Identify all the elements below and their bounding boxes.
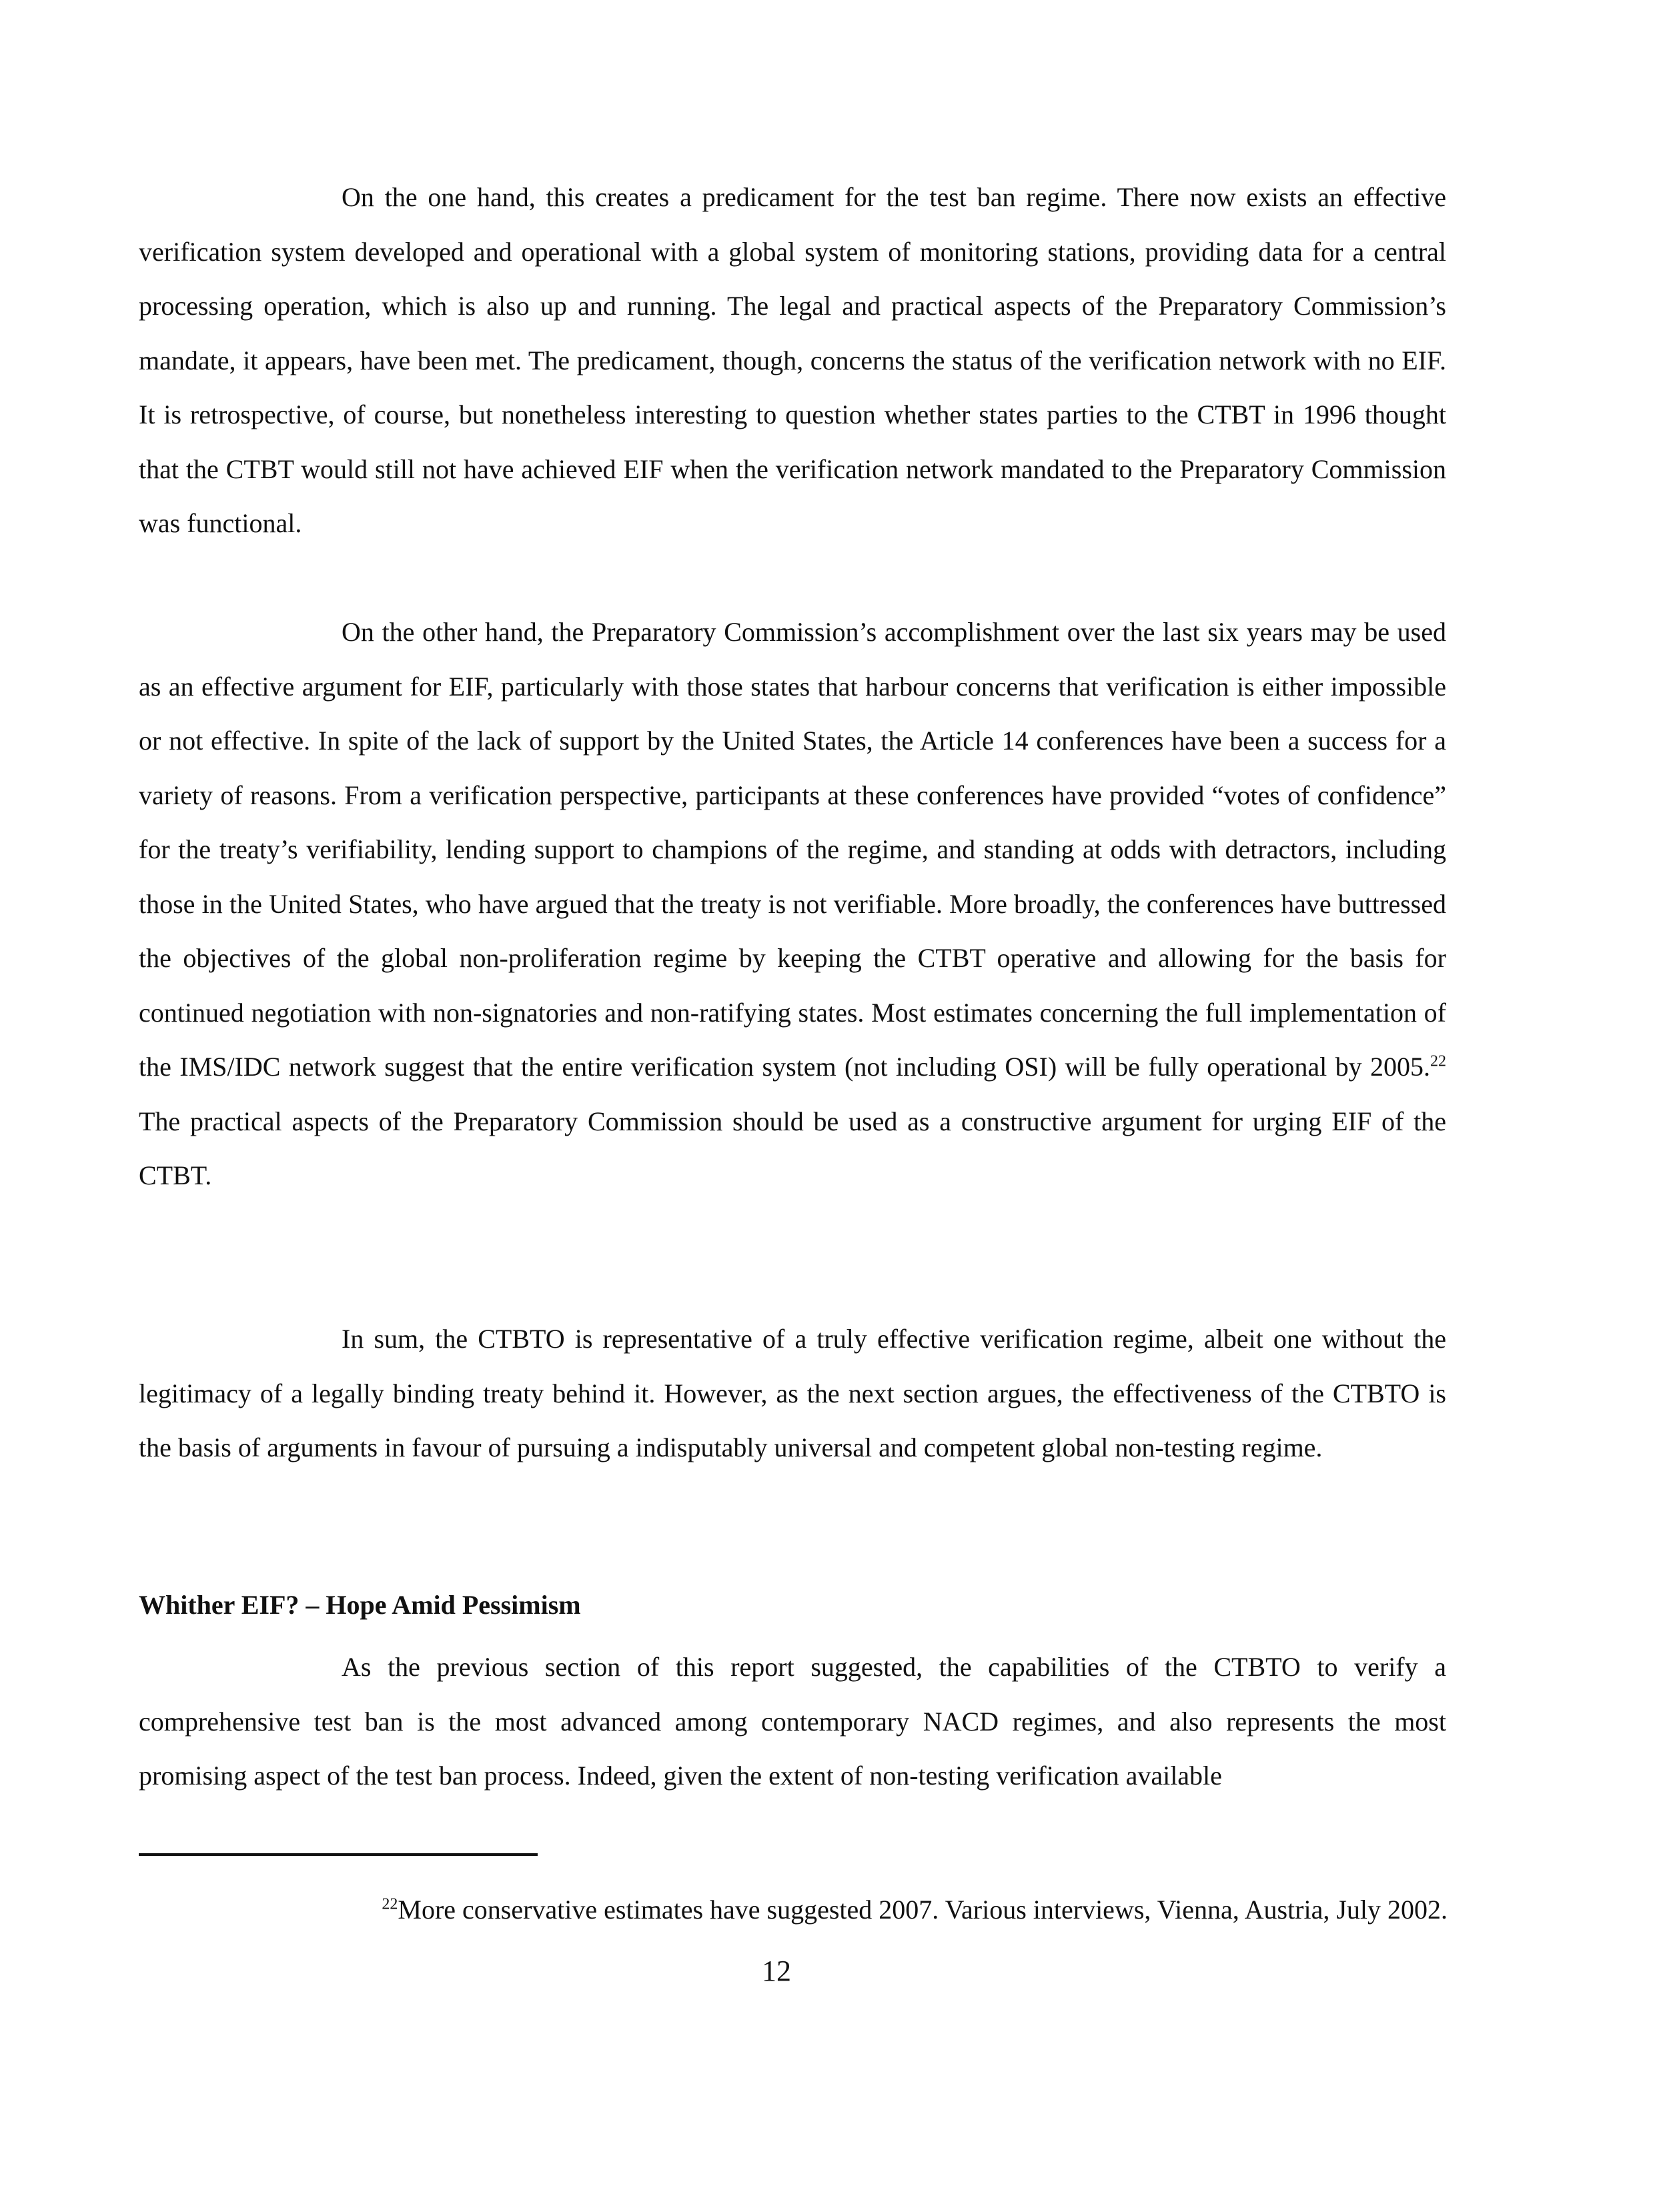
footnote-divider — [139, 1853, 538, 1856]
paragraph-in-sum: In sum, the CTBTO is representative of a truly effective verification regime, albeit one without the legitimacy of a legally binding treaty behind it. However, as the next section argues, the effectiveness of the CTBTO is the basis of arguments in favour of pursuing a indisputably universal and competent global non-testing regime. — [139, 1324, 1446, 1462]
paragraph-accomplishment — [139, 605, 1446, 1203]
footnote-text: More conservative estimates have suggested 2007. Various interviews, Vienna, Austria, July 2002. — [398, 1895, 1448, 1925]
footnote — [0, 1893, 1448, 1927]
section-heading: Whither EIF? – Hope Amid Pessimism — [139, 1590, 581, 1620]
footnote-reference: 22 — [1430, 1052, 1446, 1070]
paragraph-predicament: On the one hand, this creates a predicament for the test ban regime. There now exists an effective verification system developed and operational with a global system of monitoring stations, providing data for a central processing operation, which is also up and running. The legal and practical aspects of the Preparatory Commission’s mandate, it appears, have been met. The predicament, though, concerns the status of the verification network with no EIF. It is retrospective, of course, but nonetheless interesting to question whether states parties to the CTBT in 1996 thought that the CTBT would still not have achieved EIF when the verification network mandated to the Preparatory Commission was functional. — [139, 182, 1446, 538]
paragraph-previous-section: As the previous section of this report suggested, the capabilities of the CTBTO to verify a comprehensive test ban is the most advanced among contemporary NACD regimes, and also represents the most promising aspect of the test ban process. Indeed, given the extent of non-testing verification available — [139, 1652, 1446, 1791]
paragraph-accomplishment-tail: The practical aspects of the Preparatory Commission should be used as a constructive argument for urging EIF of the CTBT. — [139, 1106, 1446, 1190]
paragraph-accomplishment-body: On the other hand, the Preparatory Commission’s accomplishment over the last six years may be used as an effective argument for EIF, particularly with those states that harbour concerns that verification is either impossible or not effective. In spite of the lack of support by the United States, the Article 14 conferences have been a success for a variety of reasons. From a verification perspective, participants at these conferences have provided “votes of confidence” for the treaty’s verifiability, lending support to champions of the regime, and standing at odds with detractors, including those in the United States, who have argued that the treaty is not verifiable. More broadly, the conferences have buttressed the objectives of the global non-proliferation regime by keeping the CTBT operative and allowing for the basis for continued negotiation with non-signatories and non-ratifying states. Most estimates concerning the full implementation of the IMS/IDC network suggest that the entire verification system (not including OSI) will be fully operational by 2005. — [139, 617, 1446, 1082]
footnote-marker: 22 — [382, 1895, 398, 1913]
page-number: 12 — [762, 1955, 791, 1987]
